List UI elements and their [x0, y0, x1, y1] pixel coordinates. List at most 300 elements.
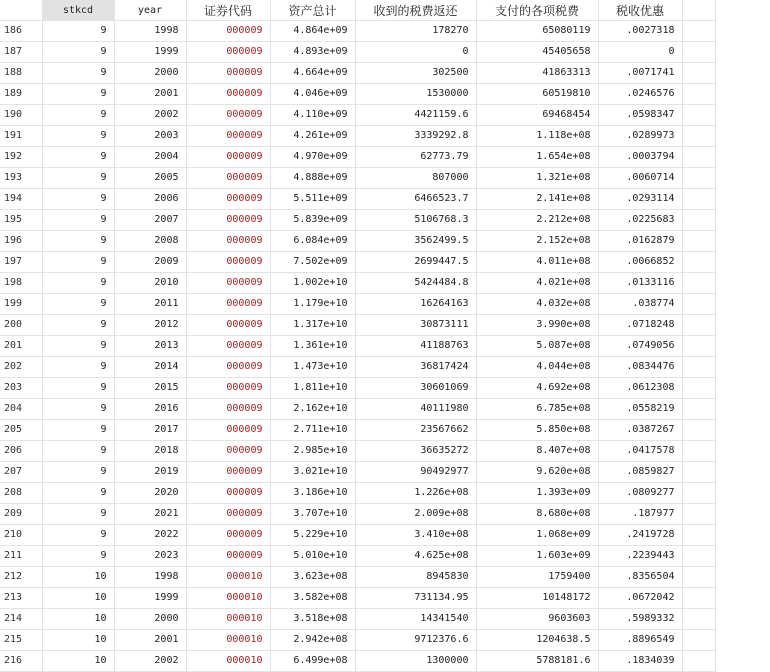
cell-tax-refund-received[interactable]: 23567662: [355, 420, 476, 441]
cell-tax-refund-received[interactable]: 1300000: [355, 651, 476, 672]
cell-tax-refund-received[interactable]: 1.226e+08: [355, 483, 476, 504]
cell-taxes-paid[interactable]: 2.212e+08: [476, 210, 598, 231]
cell-tax-preference[interactable]: 0: [598, 42, 682, 63]
cell-taxes-paid[interactable]: 4.044e+08: [476, 357, 598, 378]
cell-security-code[interactable]: 000009: [186, 189, 270, 210]
cell-total-assets[interactable]: 3.021e+10: [270, 462, 355, 483]
cell-stkcd[interactable]: 9: [42, 525, 114, 546]
cell-security-code[interactable]: 000009: [186, 378, 270, 399]
row-number-cell[interactable]: 201: [0, 336, 42, 357]
table-row[interactable]: [0, 399, 715, 420]
cell-security-code[interactable]: 000009: [186, 105, 270, 126]
empty-cell: [682, 189, 715, 210]
cell-year[interactable]: 2010: [114, 273, 186, 294]
cell-security-code[interactable]: 000009: [186, 147, 270, 168]
cell-total-assets[interactable]: 4.888e+09: [270, 168, 355, 189]
cell-tax-refund-received[interactable]: 1530000: [355, 84, 476, 105]
cell-tax-preference[interactable]: .0809277: [598, 483, 682, 504]
row-number-cell[interactable]: 190: [0, 105, 42, 126]
table-row[interactable]: [0, 630, 715, 651]
row-number-cell[interactable]: 200: [0, 315, 42, 336]
row-number-cell[interactable]: 207: [0, 462, 42, 483]
cell-tax-refund-received[interactable]: 4421159.6: [355, 105, 476, 126]
cell-stkcd[interactable]: 9: [42, 399, 114, 420]
cell-stkcd[interactable]: 9: [42, 21, 114, 42]
table-row[interactable]: [0, 315, 715, 336]
cell-security-code[interactable]: 000009: [186, 462, 270, 483]
cell-year[interactable]: 1999: [114, 588, 186, 609]
cell-tax-refund-received[interactable]: 6466523.7: [355, 189, 476, 210]
cell-year[interactable]: 2005: [114, 168, 186, 189]
cell-security-code[interactable]: 000010: [186, 609, 270, 630]
cell-security-code[interactable]: 000009: [186, 546, 270, 567]
cell-year[interactable]: 2017: [114, 420, 186, 441]
empty-cell: [682, 105, 715, 126]
cell-stkcd[interactable]: 9: [42, 147, 114, 168]
cell-total-assets[interactable]: 4.110e+09: [270, 105, 355, 126]
cell-tax-preference[interactable]: .0003794: [598, 147, 682, 168]
column-header-tax-preference[interactable]: 税收优惠: [598, 0, 682, 21]
cell-total-assets[interactable]: 5.010e+10: [270, 546, 355, 567]
empty-cell: [682, 483, 715, 504]
cell-tax-refund-received[interactable]: 2699447.5: [355, 252, 476, 273]
cell-security-code[interactable]: 000009: [186, 252, 270, 273]
table-row[interactable]: [0, 483, 715, 504]
cell-tax-preference[interactable]: .0246576: [598, 84, 682, 105]
cell-taxes-paid[interactable]: 9603603: [476, 609, 598, 630]
cell-tax-refund-received[interactable]: 30873111: [355, 315, 476, 336]
cell-tax-preference[interactable]: .0598347: [598, 105, 682, 126]
cell-taxes-paid[interactable]: 4.692e+08: [476, 378, 598, 399]
cell-security-code[interactable]: 000010: [186, 651, 270, 672]
cell-tax-preference[interactable]: .8356504: [598, 567, 682, 588]
cell-tax-preference[interactable]: .0834476: [598, 357, 682, 378]
row-number-cell[interactable]: 216: [0, 651, 42, 672]
cell-year[interactable]: 2016: [114, 399, 186, 420]
cell-stkcd[interactable]: 9: [42, 336, 114, 357]
row-number-cell[interactable]: 196: [0, 231, 42, 252]
cell-total-assets[interactable]: 4.046e+09: [270, 84, 355, 105]
row-number-cell[interactable]: 215: [0, 630, 42, 651]
cell-taxes-paid[interactable]: 1.068e+09: [476, 525, 598, 546]
cell-tax-preference[interactable]: .0162879: [598, 231, 682, 252]
cell-stkcd[interactable]: 9: [42, 105, 114, 126]
cell-security-code[interactable]: 000009: [186, 483, 270, 504]
cell-stkcd[interactable]: 9: [42, 273, 114, 294]
cell-tax-preference[interactable]: .0293114: [598, 189, 682, 210]
cell-taxes-paid[interactable]: 1.118e+08: [476, 126, 598, 147]
cell-tax-preference[interactable]: .0060714: [598, 168, 682, 189]
cell-stkcd[interactable]: 9: [42, 84, 114, 105]
table-row[interactable]: [0, 273, 715, 294]
cell-total-assets[interactable]: 3.623e+08: [270, 567, 355, 588]
table-row[interactable]: [0, 105, 715, 126]
column-header-year[interactable]: year: [114, 0, 186, 21]
cell-taxes-paid[interactable]: 2.152e+08: [476, 231, 598, 252]
cell-security-code[interactable]: 000009: [186, 126, 270, 147]
table-row[interactable]: [0, 357, 715, 378]
cell-total-assets[interactable]: 6.084e+09: [270, 231, 355, 252]
empty-cell: [682, 210, 715, 231]
cell-stkcd[interactable]: 10: [42, 588, 114, 609]
cell-total-assets[interactable]: 2.985e+10: [270, 441, 355, 462]
row-number-cell[interactable]: 194: [0, 189, 42, 210]
cell-stkcd[interactable]: 9: [42, 378, 114, 399]
cell-total-assets[interactable]: 1.002e+10: [270, 273, 355, 294]
table-row[interactable]: [0, 42, 715, 63]
cell-year[interactable]: 1999: [114, 42, 186, 63]
cell-security-code[interactable]: 000009: [186, 294, 270, 315]
cell-taxes-paid[interactable]: 1.321e+08: [476, 168, 598, 189]
cell-tax-refund-received[interactable]: 16264163: [355, 294, 476, 315]
cell-stkcd[interactable]: 9: [42, 315, 114, 336]
cell-security-code[interactable]: 000009: [186, 168, 270, 189]
cell-year[interactable]: 2002: [114, 105, 186, 126]
cell-tax-preference[interactable]: .0859827: [598, 462, 682, 483]
cell-stkcd[interactable]: 9: [42, 231, 114, 252]
table-row[interactable]: [0, 21, 715, 42]
table-row[interactable]: [0, 588, 715, 609]
column-header-total-assets[interactable]: 资产总计: [270, 0, 355, 21]
cell-tax-refund-received[interactable]: 731134.95: [355, 588, 476, 609]
cell-stkcd[interactable]: 9: [42, 210, 114, 231]
table-row[interactable]: [0, 441, 715, 462]
cell-total-assets[interactable]: 3.582e+08: [270, 588, 355, 609]
table-row[interactable]: [0, 546, 715, 567]
empty-cell: [682, 273, 715, 294]
cell-security-code[interactable]: 000009: [186, 21, 270, 42]
column-header-stkcd[interactable]: stkcd: [42, 0, 114, 21]
cell-taxes-paid[interactable]: 5.850e+08: [476, 420, 598, 441]
cell-tax-refund-received[interactable]: 5424484.8: [355, 273, 476, 294]
row-number-cell[interactable]: 186: [0, 21, 42, 42]
cell-year[interactable]: 2000: [114, 609, 186, 630]
cell-year[interactable]: 2001: [114, 84, 186, 105]
table-row[interactable]: [0, 294, 715, 315]
cell-tax-preference[interactable]: .0289973: [598, 126, 682, 147]
cell-security-code[interactable]: 000009: [186, 336, 270, 357]
column-header-taxes-paid[interactable]: 支付的各项税费: [476, 0, 598, 21]
cell-security-code[interactable]: 000009: [186, 63, 270, 84]
row-number-cell[interactable]: 210: [0, 525, 42, 546]
table-row[interactable]: [0, 168, 715, 189]
row-number-cell[interactable]: 208: [0, 483, 42, 504]
cell-tax-preference[interactable]: .0718248: [598, 315, 682, 336]
cell-taxes-paid[interactable]: 1759400: [476, 567, 598, 588]
cell-tax-refund-received[interactable]: 14341540: [355, 609, 476, 630]
cell-tax-preference[interactable]: .5989332: [598, 609, 682, 630]
row-number-cell[interactable]: 211: [0, 546, 42, 567]
empty-cell: [682, 567, 715, 588]
table-row[interactable]: [0, 504, 715, 525]
cell-year[interactable]: 2015: [114, 378, 186, 399]
cell-tax-preference[interactable]: .0387267: [598, 420, 682, 441]
table-row[interactable]: [0, 567, 715, 588]
cell-security-code[interactable]: 000009: [186, 231, 270, 252]
cell-taxes-paid[interactable]: 5.087e+08: [476, 336, 598, 357]
cell-year[interactable]: 2023: [114, 546, 186, 567]
row-number-cell[interactable]: 205: [0, 420, 42, 441]
cell-total-assets[interactable]: 2.711e+10: [270, 420, 355, 441]
cell-year[interactable]: 2006: [114, 189, 186, 210]
cell-stkcd[interactable]: 10: [42, 567, 114, 588]
cell-taxes-paid[interactable]: 45405658: [476, 42, 598, 63]
row-number-cell[interactable]: 209: [0, 504, 42, 525]
cell-year[interactable]: 2022: [114, 525, 186, 546]
cell-security-code[interactable]: 000009: [186, 273, 270, 294]
cell-year[interactable]: 2018: [114, 441, 186, 462]
cell-tax-preference[interactable]: .1834039: [598, 651, 682, 672]
cell-year[interactable]: 2007: [114, 210, 186, 231]
cell-year[interactable]: 2003: [114, 126, 186, 147]
row-number-cell[interactable]: 206: [0, 441, 42, 462]
cell-stkcd[interactable]: 10: [42, 651, 114, 672]
cell-security-code[interactable]: 000010: [186, 588, 270, 609]
cell-stkcd[interactable]: 9: [42, 504, 114, 525]
row-number-cell[interactable]: 195: [0, 210, 42, 231]
cell-total-assets[interactable]: 5.229e+10: [270, 525, 355, 546]
cell-total-assets[interactable]: 5.511e+09: [270, 189, 355, 210]
cell-taxes-paid[interactable]: 4.032e+08: [476, 294, 598, 315]
cell-security-code[interactable]: 000009: [186, 420, 270, 441]
cell-security-code[interactable]: 000010: [186, 567, 270, 588]
cell-year[interactable]: 2004: [114, 147, 186, 168]
cell-tax-preference[interactable]: .0071741: [598, 63, 682, 84]
cell-security-code[interactable]: 000009: [186, 504, 270, 525]
cell-total-assets[interactable]: 4.261e+09: [270, 126, 355, 147]
cell-taxes-paid[interactable]: 1.603e+09: [476, 546, 598, 567]
cell-stkcd[interactable]: 9: [42, 294, 114, 315]
empty-cell: [682, 84, 715, 105]
cell-taxes-paid[interactable]: 60519810: [476, 84, 598, 105]
row-number-cell[interactable]: 203: [0, 378, 42, 399]
cell-security-code[interactable]: 000009: [186, 399, 270, 420]
cell-taxes-paid[interactable]: 1204638.5: [476, 630, 598, 651]
cell-total-assets[interactable]: 1.473e+10: [270, 357, 355, 378]
cell-tax-preference[interactable]: .2419728: [598, 525, 682, 546]
cell-total-assets[interactable]: 2.942e+08: [270, 630, 355, 651]
cell-tax-preference[interactable]: .8896549: [598, 630, 682, 651]
cell-total-assets[interactable]: 1.811e+10: [270, 378, 355, 399]
cell-tax-refund-received[interactable]: 36817424: [355, 357, 476, 378]
cell-year[interactable]: 1998: [114, 21, 186, 42]
table-row[interactable]: [0, 462, 715, 483]
row-number-cell[interactable]: 187: [0, 42, 42, 63]
cell-tax-preference[interactable]: .0133116: [598, 273, 682, 294]
cell-security-code[interactable]: 000009: [186, 315, 270, 336]
cell-security-code[interactable]: 000009: [186, 42, 270, 63]
cell-stkcd[interactable]: 9: [42, 420, 114, 441]
cell-taxes-paid[interactable]: 41863313: [476, 63, 598, 84]
cell-total-assets[interactable]: 1.317e+10: [270, 315, 355, 336]
cell-tax-preference[interactable]: .038774: [598, 294, 682, 315]
cell-tax-refund-received[interactable]: 30601069: [355, 378, 476, 399]
row-number-cell[interactable]: 213: [0, 588, 42, 609]
cell-total-assets[interactable]: 3.518e+08: [270, 609, 355, 630]
cell-tax-refund-received[interactable]: 62773.79: [355, 147, 476, 168]
empty-cell: [682, 588, 715, 609]
cell-stkcd[interactable]: 10: [42, 609, 114, 630]
table-row[interactable]: [0, 336, 715, 357]
cell-year[interactable]: 2001: [114, 630, 186, 651]
table-row[interactable]: [0, 210, 715, 231]
cell-stkcd[interactable]: 9: [42, 546, 114, 567]
cell-stkcd[interactable]: 9: [42, 483, 114, 504]
cell-security-code[interactable]: 000009: [186, 441, 270, 462]
row-number-cell[interactable]: 193: [0, 168, 42, 189]
table-row[interactable]: [0, 609, 715, 630]
cell-taxes-paid[interactable]: 4.011e+08: [476, 252, 598, 273]
cell-stkcd[interactable]: 9: [42, 357, 114, 378]
table-row[interactable]: [0, 420, 715, 441]
cell-taxes-paid[interactable]: 2.141e+08: [476, 189, 598, 210]
cell-stkcd[interactable]: 9: [42, 189, 114, 210]
cell-tax-refund-received[interactable]: 807000: [355, 168, 476, 189]
cell-stkcd[interactable]: 9: [42, 252, 114, 273]
cell-taxes-paid[interactable]: 69468454: [476, 105, 598, 126]
cell-total-assets[interactable]: 7.502e+09: [270, 252, 355, 273]
cell-tax-refund-received[interactable]: 3.410e+08: [355, 525, 476, 546]
row-number-cell[interactable]: 204: [0, 399, 42, 420]
cell-tax-refund-received[interactable]: 302500: [355, 63, 476, 84]
cell-tax-refund-received[interactable]: 8945830: [355, 567, 476, 588]
row-number-cell[interactable]: 192: [0, 147, 42, 168]
table-row[interactable]: [0, 231, 715, 252]
empty-cell: [682, 42, 715, 63]
cell-tax-preference[interactable]: .0749056: [598, 336, 682, 357]
cell-tax-preference[interactable]: .2239443: [598, 546, 682, 567]
cell-taxes-paid[interactable]: 4.021e+08: [476, 273, 598, 294]
table-row[interactable]: [0, 189, 715, 210]
cell-stkcd[interactable]: 9: [42, 42, 114, 63]
table-row[interactable]: [0, 126, 715, 147]
row-number-cell[interactable]: 202: [0, 357, 42, 378]
cell-stkcd[interactable]: 9: [42, 168, 114, 189]
cell-security-code[interactable]: 000009: [186, 210, 270, 231]
table-row[interactable]: [0, 147, 715, 168]
cell-total-assets[interactable]: 4.970e+09: [270, 147, 355, 168]
cell-year[interactable]: 2019: [114, 462, 186, 483]
cell-taxes-paid[interactable]: 10148172: [476, 588, 598, 609]
row-number-cell[interactable]: 214: [0, 609, 42, 630]
cell-total-assets[interactable]: 4.664e+09: [270, 63, 355, 84]
cell-total-assets[interactable]: 1.179e+10: [270, 294, 355, 315]
cell-taxes-paid[interactable]: 65080119: [476, 21, 598, 42]
cell-tax-refund-received[interactable]: 0: [355, 42, 476, 63]
empty-cell: [682, 147, 715, 168]
cell-tax-refund-received[interactable]: 4.625e+08: [355, 546, 476, 567]
cell-stkcd[interactable]: 9: [42, 441, 114, 462]
cell-year[interactable]: 2002: [114, 651, 186, 672]
cell-tax-refund-received[interactable]: 36635272: [355, 441, 476, 462]
cell-taxes-paid[interactable]: 8.680e+08: [476, 504, 598, 525]
cell-year[interactable]: 2020: [114, 483, 186, 504]
cell-taxes-paid[interactable]: 3.990e+08: [476, 315, 598, 336]
row-number-cell[interactable]: 198: [0, 273, 42, 294]
cell-taxes-paid[interactable]: 1.654e+08: [476, 147, 598, 168]
cell-stkcd[interactable]: 10: [42, 630, 114, 651]
cell-tax-refund-received[interactable]: 178270: [355, 21, 476, 42]
cell-total-assets[interactable]: 3.707e+10: [270, 504, 355, 525]
cell-total-assets[interactable]: 1.361e+10: [270, 336, 355, 357]
cell-total-assets[interactable]: 5.839e+09: [270, 210, 355, 231]
cell-tax-refund-received[interactable]: 2.009e+08: [355, 504, 476, 525]
cell-tax-refund-received[interactable]: 3339292.8: [355, 126, 476, 147]
cell-total-assets[interactable]: 2.162e+10: [270, 399, 355, 420]
cell-year[interactable]: 2008: [114, 231, 186, 252]
cell-tax-refund-received[interactable]: 40111980: [355, 399, 476, 420]
cell-total-assets[interactable]: 4.864e+09: [270, 21, 355, 42]
empty-cell: [682, 315, 715, 336]
empty-cell: [682, 21, 715, 42]
table-row[interactable]: [0, 252, 715, 273]
cell-taxes-paid[interactable]: 5788181.6: [476, 651, 598, 672]
table-row[interactable]: [0, 525, 715, 546]
cell-stkcd[interactable]: 9: [42, 126, 114, 147]
cell-year[interactable]: 2011: [114, 294, 186, 315]
table-row[interactable]: [0, 651, 715, 672]
cell-tax-preference[interactable]: .0558219: [598, 399, 682, 420]
cell-tax-preference[interactable]: .0225683: [598, 210, 682, 231]
empty-cell: [682, 420, 715, 441]
column-header-tax-refund-received[interactable]: 收到的税费返还: [355, 0, 476, 21]
cell-security-code[interactable]: 000009: [186, 357, 270, 378]
cell-security-code[interactable]: 000010: [186, 630, 270, 651]
cell-stkcd[interactable]: 9: [42, 462, 114, 483]
cell-year[interactable]: 1998: [114, 567, 186, 588]
cell-security-code[interactable]: 000009: [186, 525, 270, 546]
cell-tax-refund-received[interactable]: 5106768.3: [355, 210, 476, 231]
cell-tax-refund-received[interactable]: 90492977: [355, 462, 476, 483]
cell-tax-preference[interactable]: .0417578: [598, 441, 682, 462]
row-number-cell[interactable]: 189: [0, 84, 42, 105]
cell-tax-preference[interactable]: .187977: [598, 504, 682, 525]
cell-total-assets[interactable]: 4.893e+09: [270, 42, 355, 63]
table-row[interactable]: [0, 84, 715, 105]
table-row[interactable]: [0, 378, 715, 399]
cell-year[interactable]: 2000: [114, 63, 186, 84]
cell-stkcd[interactable]: 9: [42, 63, 114, 84]
cell-tax-refund-received[interactable]: 3562499.5: [355, 231, 476, 252]
row-number-cell[interactable]: 197: [0, 252, 42, 273]
cell-year[interactable]: 2009: [114, 252, 186, 273]
cell-tax-preference[interactable]: .0066852: [598, 252, 682, 273]
cell-year[interactable]: 2014: [114, 357, 186, 378]
cell-year[interactable]: 2012: [114, 315, 186, 336]
empty-cell: [682, 231, 715, 252]
cell-total-assets[interactable]: 3.186e+10: [270, 483, 355, 504]
cell-tax-refund-received[interactable]: 9712376.6: [355, 630, 476, 651]
table-row[interactable]: [0, 63, 715, 84]
cell-security-code[interactable]: 000009: [186, 84, 270, 105]
cell-tax-preference[interactable]: .0027318: [598, 21, 682, 42]
column-header-security-code[interactable]: 证券代码: [186, 0, 270, 21]
cell-year[interactable]: 2021: [114, 504, 186, 525]
row-number-cell[interactable]: 191: [0, 126, 42, 147]
row-number-cell[interactable]: 199: [0, 294, 42, 315]
cell-tax-preference[interactable]: .0672042: [598, 588, 682, 609]
cell-tax-refund-received[interactable]: 41188763: [355, 336, 476, 357]
cell-total-assets[interactable]: 6.499e+08: [270, 651, 355, 672]
cell-taxes-paid[interactable]: 9.620e+08: [476, 462, 598, 483]
cell-taxes-paid[interactable]: 8.407e+08: [476, 441, 598, 462]
cell-taxes-paid[interactable]: 1.393e+09: [476, 483, 598, 504]
cell-taxes-paid[interactable]: 6.785e+08: [476, 399, 598, 420]
row-number-cell[interactable]: 188: [0, 63, 42, 84]
cell-tax-preference[interactable]: .0612308: [598, 378, 682, 399]
cell-year[interactable]: 2013: [114, 336, 186, 357]
row-number-cell[interactable]: 212: [0, 567, 42, 588]
